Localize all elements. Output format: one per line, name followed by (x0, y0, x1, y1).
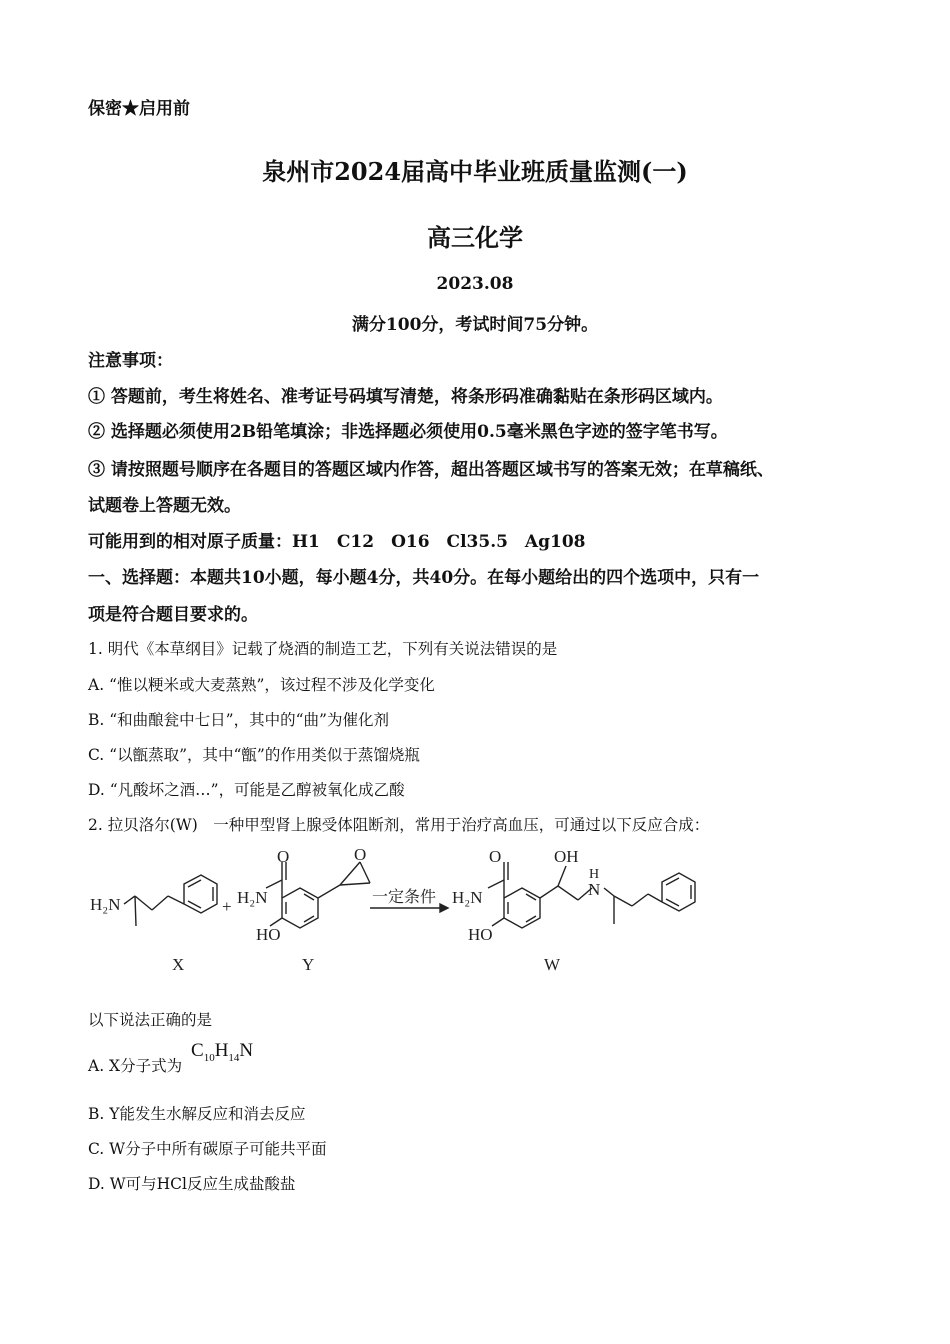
reaction-condition: 一定条件 (372, 889, 437, 906)
exam-date: 2023.08 (436, 274, 514, 294)
q2-option-b: B. Y能发生水解反应和消去反应 (88, 1105, 306, 1123)
label-y: Y (302, 955, 315, 974)
y-hydroxy-label: HO (256, 925, 281, 944)
formula-n: N (239, 1040, 254, 1061)
w-nh-hydrogen: H (589, 867, 600, 882)
atomic-masses: 可能用到的相对原子质量：H1 C12 O16 Cl35.5 Ag108 (88, 532, 586, 552)
reaction-scheme (0, 840, 950, 980)
w-carbonyl-o: O (489, 847, 502, 866)
q2-option-d: D. W可与HCl反应生成盐酸盐 (88, 1175, 296, 1193)
q2-option-a (88, 1054, 182, 1076)
q1-option-b: B. “和曲酿瓮中七日”，其中的“曲”为催化剂 (88, 711, 389, 729)
section-heading-cont: 项是符合题目要求的。 (88, 605, 258, 625)
q1-option-d: D. “凡酸坏之酒…”，可能是乙醇被氧化成乙酸 (88, 781, 405, 799)
subject-title: 高三化学 (427, 223, 523, 252)
notice-heading: 注意事项： (88, 351, 173, 371)
plus-sign: + (222, 897, 232, 916)
formula-h: H (214, 1040, 229, 1061)
section-heading: 一、选择题：本题共10小题，每小题4分，共40分。在每小题给出的四个选项中，只有一 (88, 568, 760, 588)
w-oh-label: OH (554, 847, 579, 866)
q1-stem: 1. 明代《本草纲目》记载了烧酒的制造工艺，下列有关说法错误的是 (88, 640, 558, 658)
notice-item-1: ① 答题前，考生将姓名、准考证号码填写清楚，将条形码准确黏贴在条形码区域内。 (88, 387, 723, 407)
score-time: 满分100分，考试时间75分钟。 (351, 315, 599, 335)
exam-title: 泉州市2024届高中毕业班质量监测(一) (262, 157, 688, 186)
label-x: X (172, 955, 185, 974)
label-w: W (544, 955, 561, 974)
molecular-formula (191, 1040, 253, 1064)
notice-item-3-cont: 试题卷上答题无效。 (88, 496, 241, 516)
q1-option-a: A. “惟以粳米或大麦蒸熟”，该过程不涉及化学变化 (88, 676, 435, 694)
q1-option-c: C. “以甑蒸取”，其中“甑”的作用类似于蒸馏烧瓶 (88, 746, 420, 764)
formula-h-count: 14 (228, 1051, 240, 1064)
w-amide-label: H₂N (452, 888, 483, 907)
notice-item-2: ② 选择题必须使用2B铅笔填涂；非选择题必须使用0.5毫米黑色字迹的签字笔书写。 (88, 422, 728, 442)
w-hydroxy-label: HO (468, 925, 493, 944)
notice-item-3: ③ 请按照题号顺序在各题目的答题区域内作答，超出答题区域书写的答案无效；在草稿纸、 (88, 460, 774, 480)
formula-c: C (191, 1040, 204, 1061)
y-carbonyl-o: O (277, 847, 290, 866)
q2-prompt: 以下说法正确的是 (88, 1011, 213, 1029)
q2-option-c: C. W分子中所有碳原子可能共平面 (88, 1140, 327, 1158)
x-amine-label: H₂N (90, 895, 121, 914)
y-epoxide-o: O (354, 845, 367, 864)
y-amide-label: H₂N (237, 888, 268, 907)
q2-stem: 2. 拉贝洛尔(W) 一种甲型肾上腺受体阻断剂，常用于治疗高血压，可通过以下反应合成： (88, 816, 710, 834)
q2-option-a-text: A. X分子式为 (88, 1057, 183, 1075)
formula-c-count: 10 (203, 1051, 215, 1064)
w-nh-label: N (588, 880, 601, 899)
confidential-mark: 保密★启用前 (88, 99, 190, 119)
